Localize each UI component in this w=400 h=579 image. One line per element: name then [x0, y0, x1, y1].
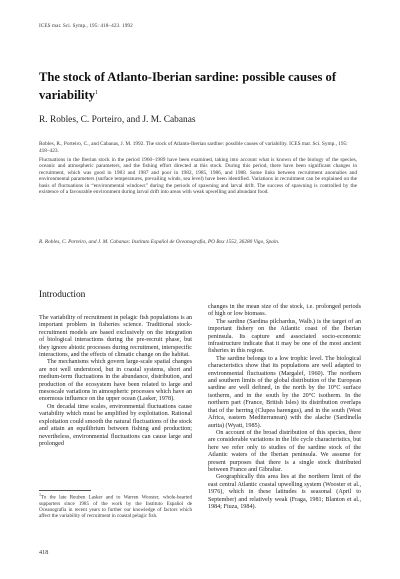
journal-citation-header: ICES mar. Sci. Symp., 195: 418–423. 1992	[39, 23, 133, 29]
paragraph: On decadal time scales, environmental fluctuations cause variability which must be amplified by exploitation. Rational exploitation could smooth the natural fluctuations of the stock and attain an equilibrium between fishing and production; nevertheless, environmental fluctuations can cause large and prolonged	[39, 403, 192, 447]
paragraph: changes in the mean size of the stock, i.e. prolonged periods of high or low biomass.	[208, 304, 361, 318]
paragraph: The mechanisms which govern large-scale spatial changes are not well understood, but in coastal systems, short and medium-term fluctuations in the abundance, distribution, and production of the ecosystem have been related to large and mesoscale variations in atmospheric processes which have an enormous influence on the upper ocean (Lasker, 1978).	[39, 359, 192, 403]
footnote-text: To the late Reuben Lasker and to Warren Wooster, whole-hearted supporters since 1985 of the work by the Instituto Español de Oceanografía in recent years to further our knowledge of factors which affect the variability of recruitment in coastal pelagic fish.	[39, 494, 192, 519]
author-list: R. Robles, C. Porteiro, and J. M. Cabanas	[39, 115, 196, 125]
author-address: R. Robles, C. Porteiro, and J. M. Cabanas: Instituto Español de Oceanografía, PO Box 1552, 36280 Vigo, Spain.	[39, 239, 280, 245]
body-column-right	[208, 304, 361, 511]
abstract: Fluctuations in the Iberian stock in the period 1960–1989 have been examined, taking into account what is known of the biology of the species, oceanic and atmospheric parameters, and the fishing effort directed at this stock. During this period, there have been significant changes in recruitment, which was good in 1983 and 1987 and poor in 1982, 1985, 1986, and 1988. Some links between recruitment anomalies and environmental parameters (surface temperatures, prevailing winds, sea level) have been identified. Variations in recruitment can be explained on the basis of fluctuations in “environmental windows” during the periods of spawning and larval drift. The success of spawning is controlled by the existence of a favourable environment during larval drift into areas with weak upwelling and abundant food.	[39, 157, 357, 196]
paragraph: The sardine belongs to a low trophic level. The biological characteristics show that its populations are well adapted to environmental fluctuations (Margalef, 1960). The northern and southern limits of the global distribution of the European sardine are well defined, in the north by the 10°C surface isotherm, and in the south by the 20°C isotherm. In the northern part (France, British Isles) its distribution overlaps that of the herring (Clupea harengus), and in the south (West Africa, eastern Mediterranean) with the alache (Sardinella aurita) (Wyatt, 1985).	[208, 355, 361, 429]
paragraph: Geographically this area lies at the northern limit of the east central Atlantic coastal upwelling system (Wooster et al., 1976), which in these latitudes is seasonal (April to September) and relatively weak (Fraga, 1981; Blanton et al., 1984; Fiuza, 1984).	[208, 474, 361, 510]
article-title	[39, 70, 359, 103]
article-title-text: The stock of Atlanto-Iberian sardine: possible causes of variability	[39, 70, 337, 102]
paragraph: The variability of recruitment in pelagic fish populations is an important problem in fisheries science. Traditional stock-recruitment models are based exclusively on the integration of biological interactions during the pre-recruit phase, but they ignore abiotic processes during recruitment, interspecific interactions, and the effects of climatic change on the habitat.	[39, 315, 192, 359]
paragraph: On account of the broad distribution of this species, there are considerable variations in the life cycle characteristics, but here we refer only to studies of the sardine stock of the Atlantic waters of the Iberian peninsula. We assume for present purposes that there is a single stock distributed between France and Gibraltar.	[208, 429, 361, 473]
article-citation: Robles, R., Porteiro, C., and Cabanas, J. M. 1992. The stock of Atlanto-Iberian sardine: possible causes of variability. ICES mar. Sci. Symp., 195: 418–423.	[39, 141, 348, 155]
body-column-left	[39, 315, 192, 448]
title-footnote-mark: 1	[94, 89, 98, 96]
paragraph: The sardine (Sardina pilchardus, Walb.) is the target of an important fishery on the Atlantic coast of the Iberian peninsula. Its capture and associated socio-economic infrastructure indicate that it may be one of the most ancient fisheries in this region.	[208, 318, 361, 355]
footnote	[39, 492, 192, 519]
footnote-divider	[39, 490, 91, 491]
footnote-mark: 1	[39, 492, 41, 497]
page-number: 418	[39, 549, 49, 556]
section-heading-introduction: Introduction	[39, 290, 86, 300]
